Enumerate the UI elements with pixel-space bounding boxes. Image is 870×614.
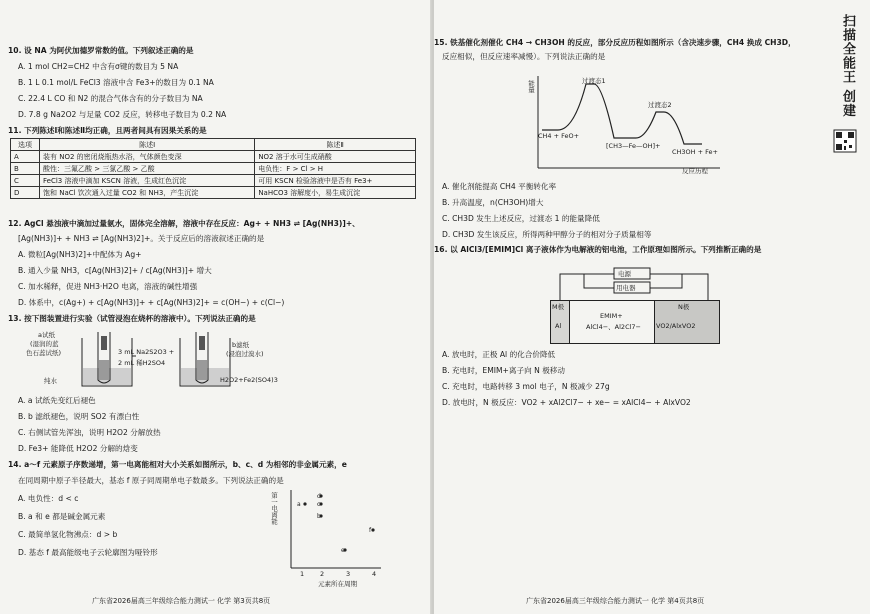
q15-stem: 15. 铁基催化剂催化 CH4 → CH3OH 的反应，部分反应历程如图所示（含决速步骤，CH4 换成 CH3D， — [434, 38, 796, 47]
table-row — [11, 187, 416, 199]
table-cell: NO2 溶于水可生成硝酸 — [255, 151, 416, 163]
power-supply-label: 电源 — [618, 270, 631, 278]
water-label: 纯水 — [44, 377, 57, 385]
left-footer: 广东省2026届高三年级综合能力测试一 化学 第3页共8页 — [92, 597, 271, 605]
q15-stem-continued: 反应相似，但反应速率减慢）。下列说法正确的是 — [442, 52, 606, 61]
q16-stem: 16. 以 AlCl3/[EMIM]Cl 离子液体作为电解液的铝电池，工作原理如图所示。下列推断正确的是 — [434, 245, 762, 254]
q14-option-c: C. 最简单氢化物沸点：d > b — [18, 530, 118, 539]
end-species: CH3OH + Fe+ — [672, 148, 718, 156]
intermediate-species: [CH3—Fe—OH]+ — [606, 142, 661, 150]
h2so4-label: 2 mL 稀H2SO4 — [118, 359, 166, 367]
table-row — [11, 151, 416, 163]
q13-stem: 13. 按下图装置进行实验（试管浸泡在烧杯的溶液中）。下列说法正确的是 — [8, 314, 256, 323]
q16-option-a: A. 放电时，正极 Al 的化合价降低 — [442, 350, 556, 359]
q12-option-a: A. 微粒[Ag(NH3)2]+中配体为 Ag+ — [18, 250, 142, 259]
ts2-label: 过渡态2 — [648, 101, 672, 109]
q13-option-c: C. 右侧试管先浑浊，说明 H2O2 分解放热 — [18, 428, 161, 437]
q15-option-b: B. 升高温度，n(CH3OH)增大 — [442, 198, 544, 207]
table-header-row — [11, 139, 416, 151]
h2o2-label: H2O2+Fe2(SO4)3 — [220, 376, 278, 384]
q16-option-d: D. 放电时，N 极反应：VO2 + xAl2Cl7− + xe− = xAlCl4− + AlxVO2 — [442, 398, 691, 407]
b-paper — [199, 336, 205, 350]
table-cell: FeCl3 溶液中滴加 KSCN 溶液，生成红色沉淀 — [40, 175, 255, 187]
q12-option-b: B. 通入少量 NH3，c[Ag(NH3)2]+ / c[Ag(NH3)]+ 增大 — [18, 266, 212, 275]
appliance-label: 用电器 — [616, 284, 636, 292]
table-cell: NaHCO3 溶解度小，易生成沉淀 — [255, 187, 416, 199]
tick-1: 1 — [300, 570, 305, 578]
scanner-watermark: 扫描全能王 创建 — [840, 14, 855, 118]
q10-option-d: D. 7.8 g Na2O2 与足量 CO2 反应，转移电子数目为 0.2 NA — [18, 110, 227, 119]
q14-chart-xlabel: 元素所在周期 — [318, 580, 357, 588]
q14-stem: 14. a～f 元素原子序数递增，第一电离能相对大小关系如图所示，b、c、d 为相邻的非金属元素，e — [8, 460, 347, 469]
table-cell: 电负性：F > Cl > H — [255, 163, 416, 175]
q12-option-d: D. 体系中，c(Ag+) + c[Ag(NH3)]+ + c[Ag(NH3)2]+ = c(OH−) + c(Cl−) — [18, 298, 285, 307]
n-pole-label: N极 — [678, 303, 690, 311]
point-b-label: b — [317, 513, 321, 520]
tick-4: 4 — [372, 570, 377, 578]
a-paper-note-1: (湿润的蓝 — [30, 340, 59, 348]
q13-option-b: B. b 滤纸褪色，说明 SO2 有漂白性 — [18, 412, 140, 421]
table-cell: C — [11, 175, 40, 187]
tick-2: 2 — [320, 570, 325, 578]
start-species: CH4 + FeO+ — [538, 132, 580, 140]
table-cell: 装有 NO2 的密闭烧瓶热水浴，气体颜色变深 — [40, 151, 255, 163]
a-paper-note-2: 色石蕊试纸) — [26, 349, 62, 357]
q14-chart-ylabel: 第一电离能 — [270, 492, 278, 525]
table-cell: D — [11, 187, 40, 199]
table-row — [11, 163, 416, 175]
q12-stem-continued: [Ag(NH3)]+ + NH3 ⇌ [Ag(NH3)2]+。关于反应后的溶液叙述正确的是 — [18, 234, 265, 243]
q12-stem: 12. AgCl 悬浊液中滴加过量氨水，固体完全溶解，溶液中存在反应：Ag+ + NH3 ⇌ [Ag(NH3)]+、 — [8, 219, 360, 228]
energy-label: 能量 — [527, 80, 535, 93]
q15-option-d: D. CH3D 发生该反应，所得两种甲醇分子的相对分子质量相等 — [442, 230, 652, 239]
point-e-label: e — [341, 547, 345, 554]
q11-stem: 11. 下列陈述Ⅰ和陈述Ⅱ均正确，且两者间具有因果关系的是 — [8, 126, 207, 135]
q15-option-a: A. 催化剂能提高 CH4 平衡转化率 — [442, 182, 557, 191]
m-pole-label: M极 — [552, 303, 565, 311]
q12-option-c: C. 加水稀释，促进 NH3·H2O 电离，溶液的碱性增强 — [18, 282, 198, 291]
a-paper-label: a试纸 — [38, 331, 55, 339]
q10-stem: 10. 设 NA 为阿伏加德罗常数的值。下列叙述正确的是 — [8, 46, 194, 55]
q16-option-b: B. 充电时，EMIM+离子向 N 极移动 — [442, 366, 565, 375]
q11-table — [10, 138, 416, 199]
n-material-label: VO2/AlxVO2 — [656, 322, 696, 330]
point-f-label: f — [369, 527, 372, 534]
q15-option-c: C. CH3D 发生上述反应，过渡态 1 的能量降低 — [442, 214, 600, 223]
wire-inner-left — [584, 274, 614, 288]
table-cell: 可用 KSCN 检验溶液中是否有 Fe3+ — [255, 175, 416, 187]
b-paper-label: b滤纸 — [232, 341, 250, 349]
q10-option-a: A. 1 mol CH2=CH2 中含有σ键的数目为 5 NA — [18, 62, 179, 71]
table-row — [11, 175, 416, 187]
table-cell: 饱和 NaCl 饮次通入过量 CO2 和 NH3，产生沉淀 — [40, 187, 255, 199]
point-f — [371, 528, 374, 531]
ts1-label: 过渡态1 — [582, 77, 606, 85]
tick-3: 3 — [346, 570, 351, 578]
b-paper-note: (浸泡过溴水) — [226, 350, 264, 358]
q14-stem-continued: 在同周期中原子半径最大，基态 f 原子同周期单电子数最多。下列说法正确的是 — [18, 476, 284, 485]
q10-option-b: B. 1 L 0.1 mol/L FeCl3 溶液中含 Fe3+的数目为 0.1 NA — [18, 78, 214, 87]
q14-option-b: B. a 和 e 都是碱金属元素 — [18, 512, 106, 521]
right-footer: 广东省2026届高三年级综合能力测试一 化学 第4页共8页 — [526, 597, 705, 605]
table-cell: A — [11, 151, 40, 163]
qr-code-icon — [834, 130, 856, 152]
q14-option-d: D. 基态 f 最高能级电子云轮廓图为哑铃形 — [18, 548, 158, 557]
table-header: 选项 — [11, 139, 40, 151]
wire-inner-right — [650, 274, 682, 288]
na2s2o3-label: 3 mL Na2S2O3 + — [118, 348, 175, 356]
q14-ionization-chart — [285, 490, 385, 576]
point-a-label: a — [297, 501, 301, 508]
electrolyte-cation: EMIM+ — [600, 312, 623, 320]
right-page — [434, 0, 870, 614]
q10-option-c: C. 22.4 L CO 和 N2 的混合气体含有的分子数目为 NA — [18, 94, 203, 103]
left-page — [0, 0, 432, 614]
electrolyte-anions: AlCl4−、Al2Cl7− — [586, 323, 641, 331]
q13-option-a: A. a 试纸先变红后褪色 — [18, 396, 96, 405]
table-cell: B — [11, 163, 40, 175]
a-paper — [101, 336, 107, 350]
point-d-label: d — [317, 493, 321, 500]
pathway-label: 反应历程 — [682, 167, 708, 175]
right-tube-liquid — [197, 360, 207, 380]
al-label: Al — [555, 322, 562, 330]
table-header: 陈述Ⅰ — [40, 139, 255, 151]
left-tube-liquid — [99, 360, 109, 380]
table-header: 陈述Ⅱ — [255, 139, 416, 151]
point-a — [303, 502, 306, 505]
q15-energy-diagram — [534, 72, 724, 172]
q14-option-a: A. 电负性：d < c — [18, 494, 79, 503]
q16-option-c: C. 充电时，电路转移 3 mol 电子，N 极减少 27g — [442, 382, 610, 391]
q13-option-d: D. Fe3+ 能降低 H2O2 分解的焓变 — [18, 444, 138, 453]
point-c-label: c — [317, 501, 321, 508]
table-cell: 酸性：三氟乙酸 > 三氯乙酸 > 乙酸 — [40, 163, 255, 175]
